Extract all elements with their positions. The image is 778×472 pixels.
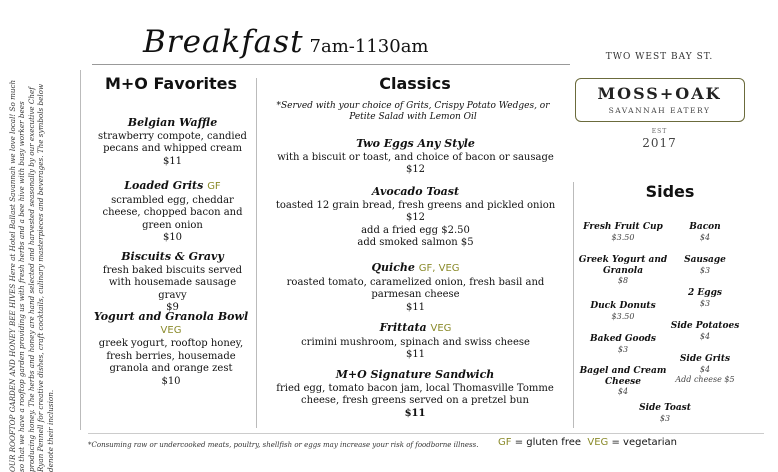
title-divider bbox=[92, 64, 570, 65]
menu-item bbox=[95, 180, 250, 245]
item-desc: fried egg, tomato bacon jam, local Thomasville Tomme cheese, fresh greens served on a pretzel bun bbox=[276, 382, 554, 406]
item-desc: toasted 12 grain bread, fresh greens and pickled onion bbox=[275, 199, 556, 211]
item-tag: GF bbox=[207, 181, 221, 192]
side-price: $4 bbox=[617, 387, 629, 396]
side-name: Baked Goods bbox=[590, 334, 656, 344]
side-name: Bagel and Cream Cheese bbox=[579, 366, 667, 387]
menu-item bbox=[95, 251, 250, 315]
logo-street: TWO WEST BAY ST. bbox=[605, 52, 714, 62]
menu-item bbox=[88, 311, 254, 388]
rooftop-garden-note: OUR ROOFTOP GARDEN AND HONEY BEE HIVES Here at Hotel Ballast Savannah we love local! So much so that we have a rooftop garden providing us with fresh herbs and a bee hive with busy worker bees producing honey. The herbs and honey are hand selected and harvested seasonally by our executive Chef Ryan Pennell for creative dishes, craft cocktails, culinary masterpieces and beverages. The symbols below denote their inclusion. bbox=[8, 79, 55, 472]
menu-item bbox=[268, 262, 563, 314]
menu-item bbox=[268, 322, 563, 362]
menu-item bbox=[263, 369, 567, 420]
item-desc: crimini mushroom, spinach and swiss cheese bbox=[301, 336, 530, 348]
item-name: Belgian Waffle bbox=[127, 116, 218, 129]
side-item bbox=[578, 334, 668, 355]
menu-item bbox=[268, 186, 563, 250]
item-price: $12 bbox=[405, 164, 426, 175]
item-name: Quiche bbox=[371, 261, 415, 274]
classics-note: *Served with your choice of Grits, Crispy Potato Wedges, or Petite Salad with Lemon Oil bbox=[276, 101, 550, 122]
dietary-legend bbox=[498, 437, 677, 448]
favorites-divider bbox=[256, 78, 257, 428]
item-price: $11 bbox=[162, 155, 183, 167]
item-price: $11 bbox=[404, 407, 426, 419]
hours-text: 7am-1130am bbox=[309, 36, 429, 57]
side-price: $3 bbox=[699, 265, 711, 275]
side-name: Bacon bbox=[689, 222, 721, 232]
item-name: M+O Signature Sandwich bbox=[335, 368, 495, 381]
item-desc: greek yogurt, rooftop honey, fresh berries, housemade granola and orange zest bbox=[98, 338, 244, 374]
item-addon: add smoked salmon $5 bbox=[357, 237, 474, 248]
side-name: Greek Yogurt and Granola bbox=[578, 255, 668, 276]
side-item bbox=[672, 288, 738, 309]
side-name: Side Grits bbox=[679, 354, 731, 364]
side-item bbox=[578, 301, 668, 322]
item-name: Avocado Toast bbox=[371, 185, 460, 198]
moss-oak-logo bbox=[567, 52, 752, 157]
item-name: Biscuits & Gravy bbox=[121, 250, 224, 263]
item-price: $12 bbox=[405, 212, 426, 223]
logo-year: 2017 bbox=[642, 136, 677, 150]
side-price: $4 bbox=[699, 232, 711, 242]
menu-title bbox=[143, 24, 429, 60]
side-price: $8 bbox=[617, 276, 629, 285]
side-name: Sausage bbox=[684, 255, 726, 265]
item-tag: VEG bbox=[430, 323, 452, 334]
side-price: $3 bbox=[659, 413, 671, 423]
title-text: Breakfast bbox=[143, 24, 304, 60]
logo-est: EST bbox=[651, 128, 668, 135]
item-name: Loaded Grits bbox=[124, 179, 204, 192]
menu-item bbox=[95, 117, 250, 168]
item-price: $9 bbox=[166, 302, 179, 313]
item-desc: scrambled egg, cheddar cheese, chopped bacon and green onion bbox=[102, 194, 243, 231]
classics-heading: Classics bbox=[379, 74, 451, 93]
side-item bbox=[672, 255, 738, 276]
foodborne-warning: *Consuming raw or undercooked meats, poultry, shellfish or eggs may increase your risk of foodborne illness. bbox=[88, 441, 479, 449]
side-price: $3.50 bbox=[611, 311, 635, 321]
side-name: 2 Eggs bbox=[688, 288, 722, 298]
side-item bbox=[672, 222, 738, 243]
item-price: $11 bbox=[405, 349, 426, 360]
item-name: Two Eggs Any Style bbox=[356, 137, 475, 150]
item-desc: roasted tomato, caramelized onion, fresh basil and parmesan cheese bbox=[286, 276, 545, 300]
side-name: Side Potatoes bbox=[670, 321, 740, 331]
veg-code: VEG bbox=[587, 437, 609, 448]
side-name: Side Toast bbox=[639, 403, 691, 413]
side-addon: Add cheese $5 bbox=[675, 375, 735, 384]
item-name: Yogurt and Granola Bowl bbox=[93, 310, 249, 323]
side-price: $3 bbox=[699, 298, 711, 308]
veg-text: = vegetarian bbox=[608, 437, 678, 448]
side-price: $4 bbox=[699, 331, 711, 341]
side-item bbox=[625, 403, 705, 424]
item-price: $11 bbox=[405, 301, 426, 313]
side-price: $3.50 bbox=[611, 232, 635, 242]
item-desc: strawberry compote, candied pecans and whipped cream bbox=[98, 130, 247, 154]
side-name: Duck Donuts bbox=[590, 301, 656, 311]
side-item bbox=[578, 255, 668, 287]
side-item bbox=[665, 354, 745, 386]
item-desc: fresh baked biscuits served with housemade sausage gravy bbox=[102, 264, 243, 301]
sides-heading: Sides bbox=[645, 182, 695, 201]
gf-text: = gluten free bbox=[511, 437, 582, 448]
side-item bbox=[665, 321, 745, 342]
side-item bbox=[578, 222, 668, 243]
side-name: Fresh Fruit Cup bbox=[583, 222, 663, 232]
logo-subtitle: SAVANNAH EATERY bbox=[608, 106, 711, 115]
item-price: $10 bbox=[162, 232, 183, 243]
menu-item bbox=[268, 138, 563, 177]
item-addon: add a fried egg $2.50 bbox=[361, 224, 470, 236]
item-price: $10 bbox=[161, 375, 181, 387]
item-name: Frittata bbox=[379, 321, 427, 334]
footer-divider bbox=[88, 433, 764, 434]
gf-code: GF bbox=[498, 437, 512, 448]
item-tag: VEG bbox=[160, 324, 182, 336]
left-divider bbox=[80, 70, 81, 430]
logo-name: MOSS+OAK bbox=[597, 84, 722, 103]
favorites-heading: M+O Favorites bbox=[104, 74, 238, 93]
side-price: $4 bbox=[699, 364, 711, 374]
side-item bbox=[578, 366, 668, 398]
sides-divider bbox=[573, 182, 574, 428]
item-tag: GF, VEG bbox=[418, 263, 460, 274]
item-desc: with a biscuit or toast, and choice of bacon or sausage bbox=[277, 151, 554, 163]
side-price: $3 bbox=[617, 344, 629, 354]
